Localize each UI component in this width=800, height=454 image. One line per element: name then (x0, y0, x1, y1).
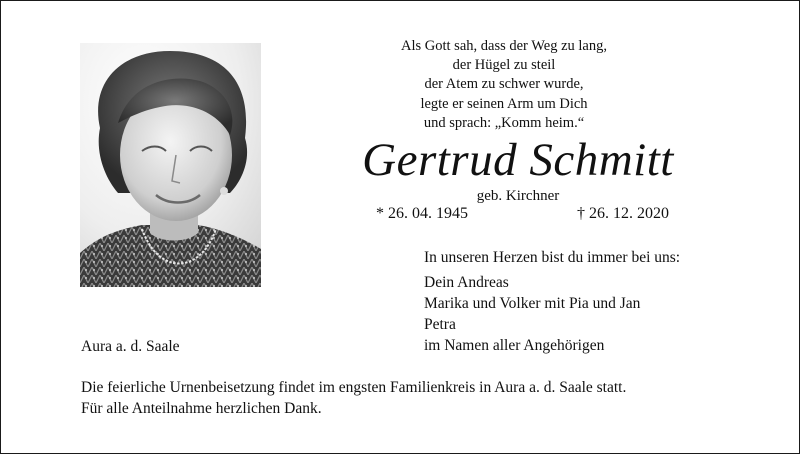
footer-line: Die feierliche Urnenbeisetzung findet im engsten Familienkreis in Aura a. d. Saale statt. (81, 379, 627, 396)
poem (330, 37, 678, 133)
poem-line: und sprach: „Komm heim.“ (423, 114, 585, 131)
portrait-photo (80, 43, 261, 287)
footer-notice (81, 377, 761, 419)
portrait-illustration (80, 43, 261, 287)
mourner-line: Dein Andreas (424, 274, 509, 291)
mourner-line: Marika und Volker mit Pia und Jan (424, 295, 641, 312)
footer-line: Für alle Anteilnahme herzlichen Dank. (81, 400, 322, 417)
poem-line: legte er seinen Arm um Dich (420, 95, 588, 112)
poem-line: Als Gott sah, dass der Weg zu lang, (401, 38, 607, 54)
death-date: † 26. 12. 2020 (577, 205, 669, 222)
birth-date: * 26. 04. 1945 (376, 205, 468, 222)
mourner-line: Petra (424, 316, 456, 333)
poem-line: der Atem zu schwer wurde, (424, 76, 584, 93)
maiden-name: geb. Kirchner (476, 188, 560, 204)
place-of-residence: Aura a. d. Saale (81, 338, 180, 355)
mourners-intro: In unseren Herzen bist du immer bei uns: (424, 249, 681, 266)
mourner-line: im Namen aller Angehörigen (424, 337, 605, 354)
poem-line: der Hügel zu steil (452, 57, 556, 74)
deceased-name: Gertrud Schmitt (362, 134, 674, 186)
mourners-block (424, 247, 754, 356)
